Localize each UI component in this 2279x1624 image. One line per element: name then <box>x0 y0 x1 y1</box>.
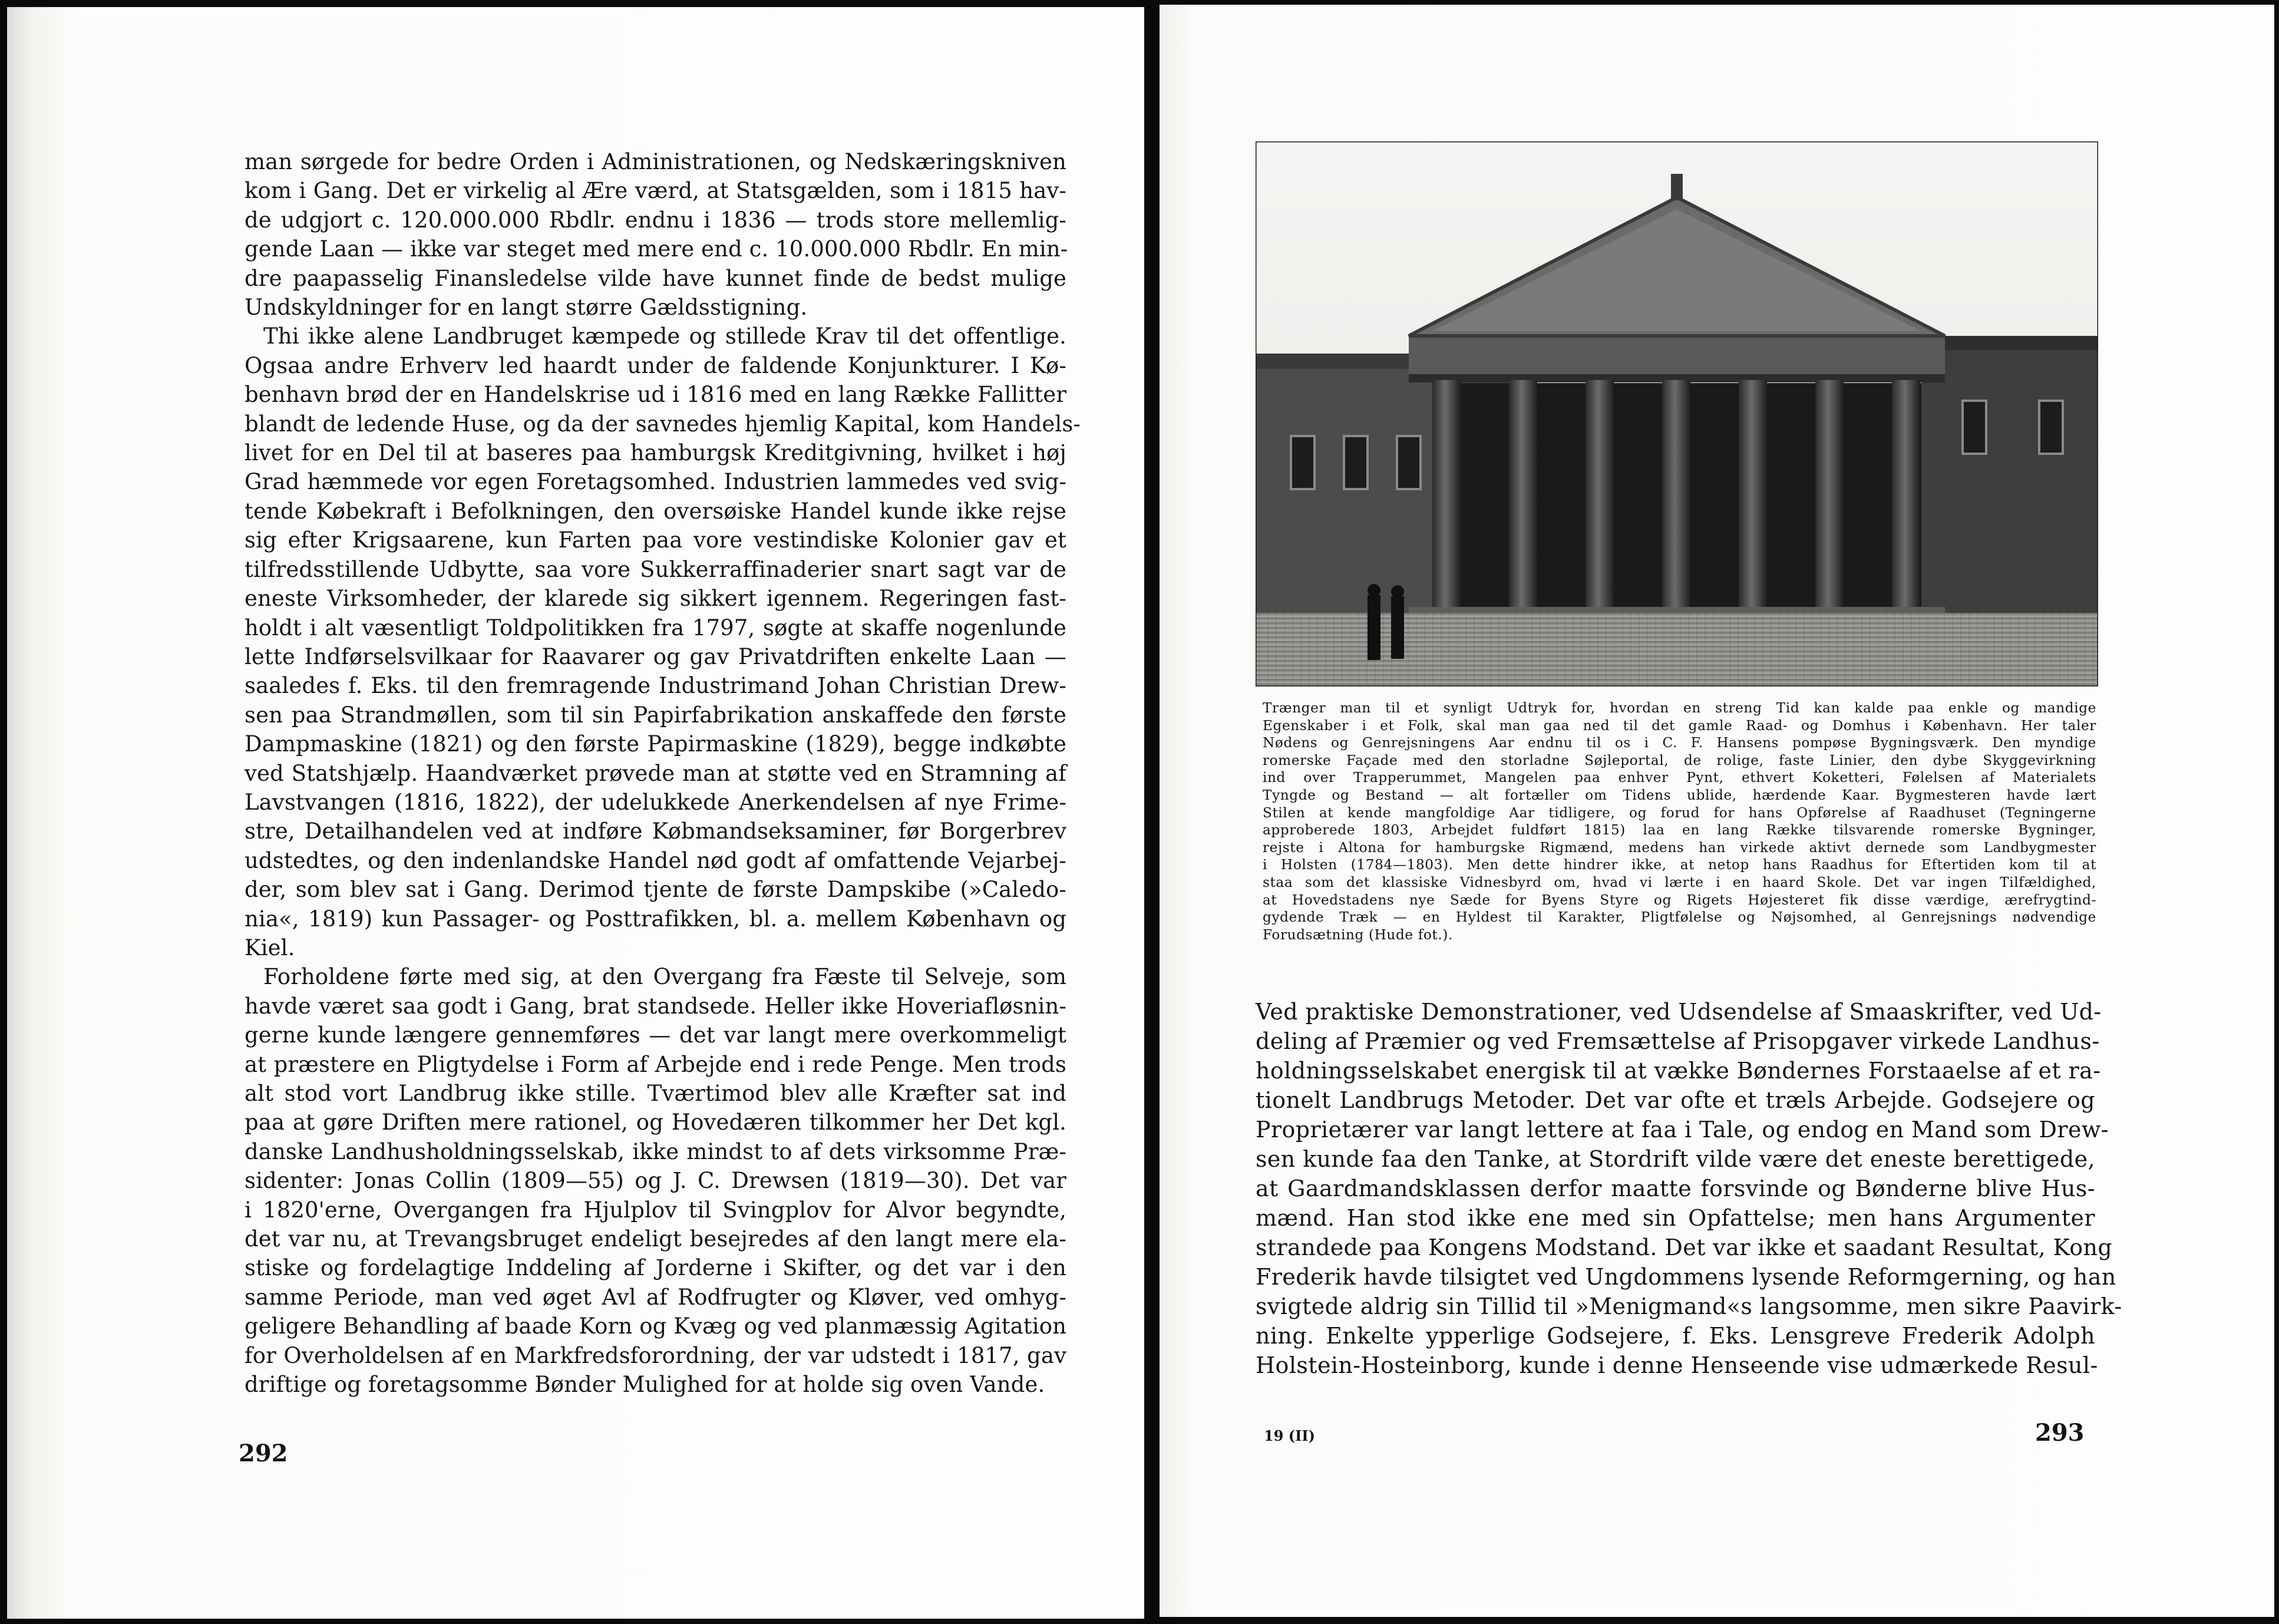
text-line: de udgjort c. 120.000.000 Rbdlr. endnu i 1836 — trods store mellemlig- <box>245 207 1066 233</box>
figure-caption <box>1263 699 2096 943</box>
text-line: tilfredsstillende Udbytte, saa vore Sukkerraffinaderier snart sagt var de <box>245 556 1066 582</box>
text-line: stre, Detailhandelen ved at indføre Købmandseksaminer, før Borgerbrev <box>245 818 1066 844</box>
text-line: udstedtes, og den indenlandske Handel nød godt af omfattende Vejarbej- <box>245 847 1066 873</box>
caption-line: Trænger man til et synligt Udtryk for, hvordan en streng Tid kan kalde paa enkle og mandige <box>1263 700 2096 716</box>
text-line: benhavn brød der en Handelskrise ud i 1816 med en lang Række Fallitter <box>245 382 1066 408</box>
text-line: alt stod vort Landbrug ikke stille. Tværtimod blev alle Kræfter sat ind <box>245 1081 1066 1106</box>
caption-line: at Hovedstadens nye Sæde for Byens Styre og Rigets Højesteret fik disse værdige, ærefrygtind- <box>1263 892 2096 908</box>
caption-line: Forudsætning (Hude fot.). <box>1263 926 1453 943</box>
caption-line: romerske Façade med den storladne Søjleportal, de rolige, faste Linier, den dybe Skyggevirkning <box>1263 752 2096 768</box>
caption-line: Stilen at kende mangfoldige Aar tidligere, og forud for hans Opførelse af Raadhuset (Tegningerne <box>1263 804 2096 821</box>
text-line: dre paapasselig Finansledelse vilde have kunnet finde de bedst mulige <box>245 265 1066 291</box>
text-line: Grad hæmmede vor egen Foretagsomhed. Industrien lammedes ved svig- <box>245 469 1066 495</box>
caption-line: i Holsten (1784—1803). Men dette hindrer ikke, at netop hans Raadhus for Eftertiden kom til at <box>1263 857 2096 873</box>
left-body-text <box>245 147 1081 1399</box>
text-line: tende Købekraft i Befolkningen, den oversøiske Handel kunde ikke rejse <box>245 498 1066 524</box>
photo-raad-og-domhus <box>1256 141 2098 686</box>
left-page <box>7 7 1144 1619</box>
text-line: Dampmaskine (1821) og den første Papirmaskine (1829), begge indkøbte <box>245 731 1066 757</box>
text-line: sig efter Krigsaarene, kun Farten paa vore vestindiske Kolonier gav et <box>245 527 1066 553</box>
signature-mark: 19 (II) <box>1264 1427 1315 1444</box>
caption-line: approberede 1803, Arbejdet fuldført 1815) laa en lang Række tilsvarende romerske Bygninger, <box>1263 822 2096 839</box>
text-line: holdt i alt væsentligt Toldpolitikken fra 1797, søgte at skaffe nogenlunde <box>245 615 1066 641</box>
caption-line: gydende Træk — en Hyldest til Karakter, Pligtfølelse og Nøjsomhed, al Genrejsnings nødvendige <box>1263 909 2096 926</box>
text-line: for Overholdelsen af en Markfredsforordning, der var udstedt i 1817, gav <box>245 1342 1066 1368</box>
text-line: sen paa Strandmøllen, som til sin Papirfabrikation anskaffede den første <box>245 702 1066 728</box>
text-line: deling af Præmier og ved Fremsættelse af Prisopgaver virkede Landhus- <box>1256 1028 2100 1054</box>
text-line: driftige og foretagsomme Bønder Mulighed for at holde sig oven Vande. <box>245 1372 1045 1398</box>
text-line: Kiel. <box>245 935 295 960</box>
text-line: ning. Enkelte ypperlige Godsejere, f. Eks. Lensgreve Frederik Adolph <box>1256 1323 2095 1349</box>
text-line: samme Periode, man ved øget Avl af Rodfrugter og Kløver, ved omhyg- <box>245 1284 1066 1310</box>
text-line: Proprietærer var langt lettere at faa i Tale, og endog en Mand som Drew- <box>1256 1117 2109 1143</box>
text-line: livet for en Del til at baseres paa hamburgsk Kreditgivning, hvilket i høj <box>245 440 1066 466</box>
text-line: gende Laan — ikke var steget med mere end c. 10.000.000 Rbdlr. En min- <box>245 236 1068 262</box>
page-number-left: 292 <box>239 1440 288 1467</box>
text-line: blandt de ledende Huse, og da der savnedes hjemlig Kapital, kom Handels- <box>245 411 1081 437</box>
text-line: Ogsaa andre Erhverv led haardt under de faldende Konjunkturer. I Kø- <box>245 352 1066 378</box>
text-line: tionelt Landbrugs Metoder. Det var ofte et træls Arbejde. Godsejere og <box>1256 1087 2095 1113</box>
text-line: lette Indførselsvilkaar for Raavarer og gav Privatdriften enkelte Laan — <box>245 643 1066 669</box>
text-line: danske Landhusholdningsselskab, ikke mindst to af dets virksomme Præ- <box>245 1138 1066 1164</box>
page-number-right: 293 <box>2035 1419 2085 1447</box>
text-line: det var nu, at Trevangsbruget endeligt besejredes af den langt mere ela- <box>245 1226 1066 1252</box>
caption-line: rejste i Altona for hamburgske Rigmænd, medens han virkede aktivt dernede som Landbygmester <box>1263 839 2096 856</box>
text-line: Lavstvangen (1816, 1822), der udelukkede Anerkendelsen af nye Frime- <box>245 789 1066 815</box>
caption-line: Egenskaber i et Folk, skal man gaa ned til det gamle Raad- og Domhus i København. Her taler <box>1263 717 2096 734</box>
text-line: Forholdene førte med sig, at den Overgang fra Fæste til Selveje, som <box>263 964 1066 990</box>
text-line: Thi ikke alene Landbruget kæmpede og stillede Krav til det offentlige. <box>263 324 1066 349</box>
text-line: ved Statshjælp. Haandværket prøvede man at støtte ved en Stramning af <box>245 760 1066 786</box>
text-line: Ved praktiske Demonstrationer, ved Udsendelse af Smaaskrifter, ved Ud- <box>1256 999 2102 1025</box>
text-line: i 1820'erne, Overgangen fra Hjulplov til Svingplov for Alvor begyndte, <box>245 1197 1066 1223</box>
text-line: man sørgede for bedre Orden i Administrationen, og Nedskæringskniven <box>245 149 1066 174</box>
text-line: at præstere en Pligtydelse i Form af Arbejde end i rede Penge. Men trods <box>245 1051 1066 1077</box>
right-page <box>1160 5 2274 1617</box>
text-line: paa at gøre Driften mere rationel, og Hovedæren tilkommer her Det kgl. <box>245 1110 1066 1136</box>
text-line: at Gaardmandsklassen derfor maatte forsvinde og Bønderne blive Hus- <box>1256 1176 2095 1202</box>
building-photo-image <box>1256 141 2098 686</box>
text-line: gerne kunde længere gennemføres — det var langt mere overkommeligt <box>245 1022 1066 1048</box>
text-line: strandede paa Kongens Modstand. Det var ikke et saadant Resultat, Kong <box>1256 1234 2113 1260</box>
text-line: der, som blev sat i Gang. Derimod tjente de første Dampskibe (»Caledo- <box>245 877 1066 903</box>
caption-line: Tyngde og Bestand — alt fortæller om Tidens ublide, hærdende Kaar. Bygmesteren havde lært <box>1263 787 2096 803</box>
caption-line: ind over Trapperummet, Mangelen paa enhver Pynt, ethvert Koketteri, Følelsen af Materialets <box>1263 770 2096 786</box>
text-line: Undskyldninger for en langt større Gældsstigning. <box>245 295 808 321</box>
text-line: havde været saa godt i Gang, brat standsede. Heller ikke Hoveriafløsnin- <box>245 993 1066 1019</box>
text-line: nia«, 1819) kun Passager- og Posttrafikken, bl. a. mellem København og <box>245 906 1066 932</box>
text-line: sidenter: Jonas Collin (1809—55) og J. C. Drewsen (1819—30). Det var <box>245 1168 1066 1194</box>
right-body-text <box>1256 997 2122 1380</box>
text-line: mænd. Han stod ikke ene med sin Opfattelse; men hans Argumenter <box>1256 1205 2095 1231</box>
text-line: holdningsselskabet energisk til at vække Bøndernes Forstaaelse af et ra- <box>1256 1058 2101 1084</box>
text-line: geligere Behandling af baade Korn og Kvæg og ved planmæssig Agitation <box>245 1313 1066 1339</box>
caption-line: Nødens og Genrejsningens Aar endnu til os i C. F. Hansens pompøse Bygningsværk. Den myndige <box>1263 735 2096 751</box>
text-line: saaledes f. Eks. til den fremragende Industrimand Johan Christian Drew- <box>245 673 1066 699</box>
text-line: eneste Virksomheder, der klarede sig sikkert igennem. Regeringen fast- <box>245 586 1066 612</box>
text-line: stiske og fordelagtige Inddeling af Jorderne i Skifter, og det var i den <box>245 1255 1066 1281</box>
text-line: Frederik havde tilsigtet ved Ungdommens lysende Reformgerning, og han <box>1256 1264 2116 1290</box>
caption-line: staa som det klassiske Vidnesbyrd om, hvad vi lærte i en haard Skole. Det var ingen Tilfældighed, <box>1263 874 2096 890</box>
text-line: kom i Gang. Det er virkelig al Ære værd, at Statsgælden, som i 1815 hav- <box>245 178 1066 204</box>
text-line: svigtede aldrig sin Tillid til »Menigmand«s langsomme, men sikre Paavirk- <box>1256 1293 2122 1319</box>
text-line: Holstein-Hosteinborg, kunde i denne Henseende vise udmærkede Resul- <box>1256 1352 2098 1378</box>
text-line: sen kunde faa den Tanke, at Stordrift vilde være det eneste berettigede, <box>1256 1146 2095 1172</box>
